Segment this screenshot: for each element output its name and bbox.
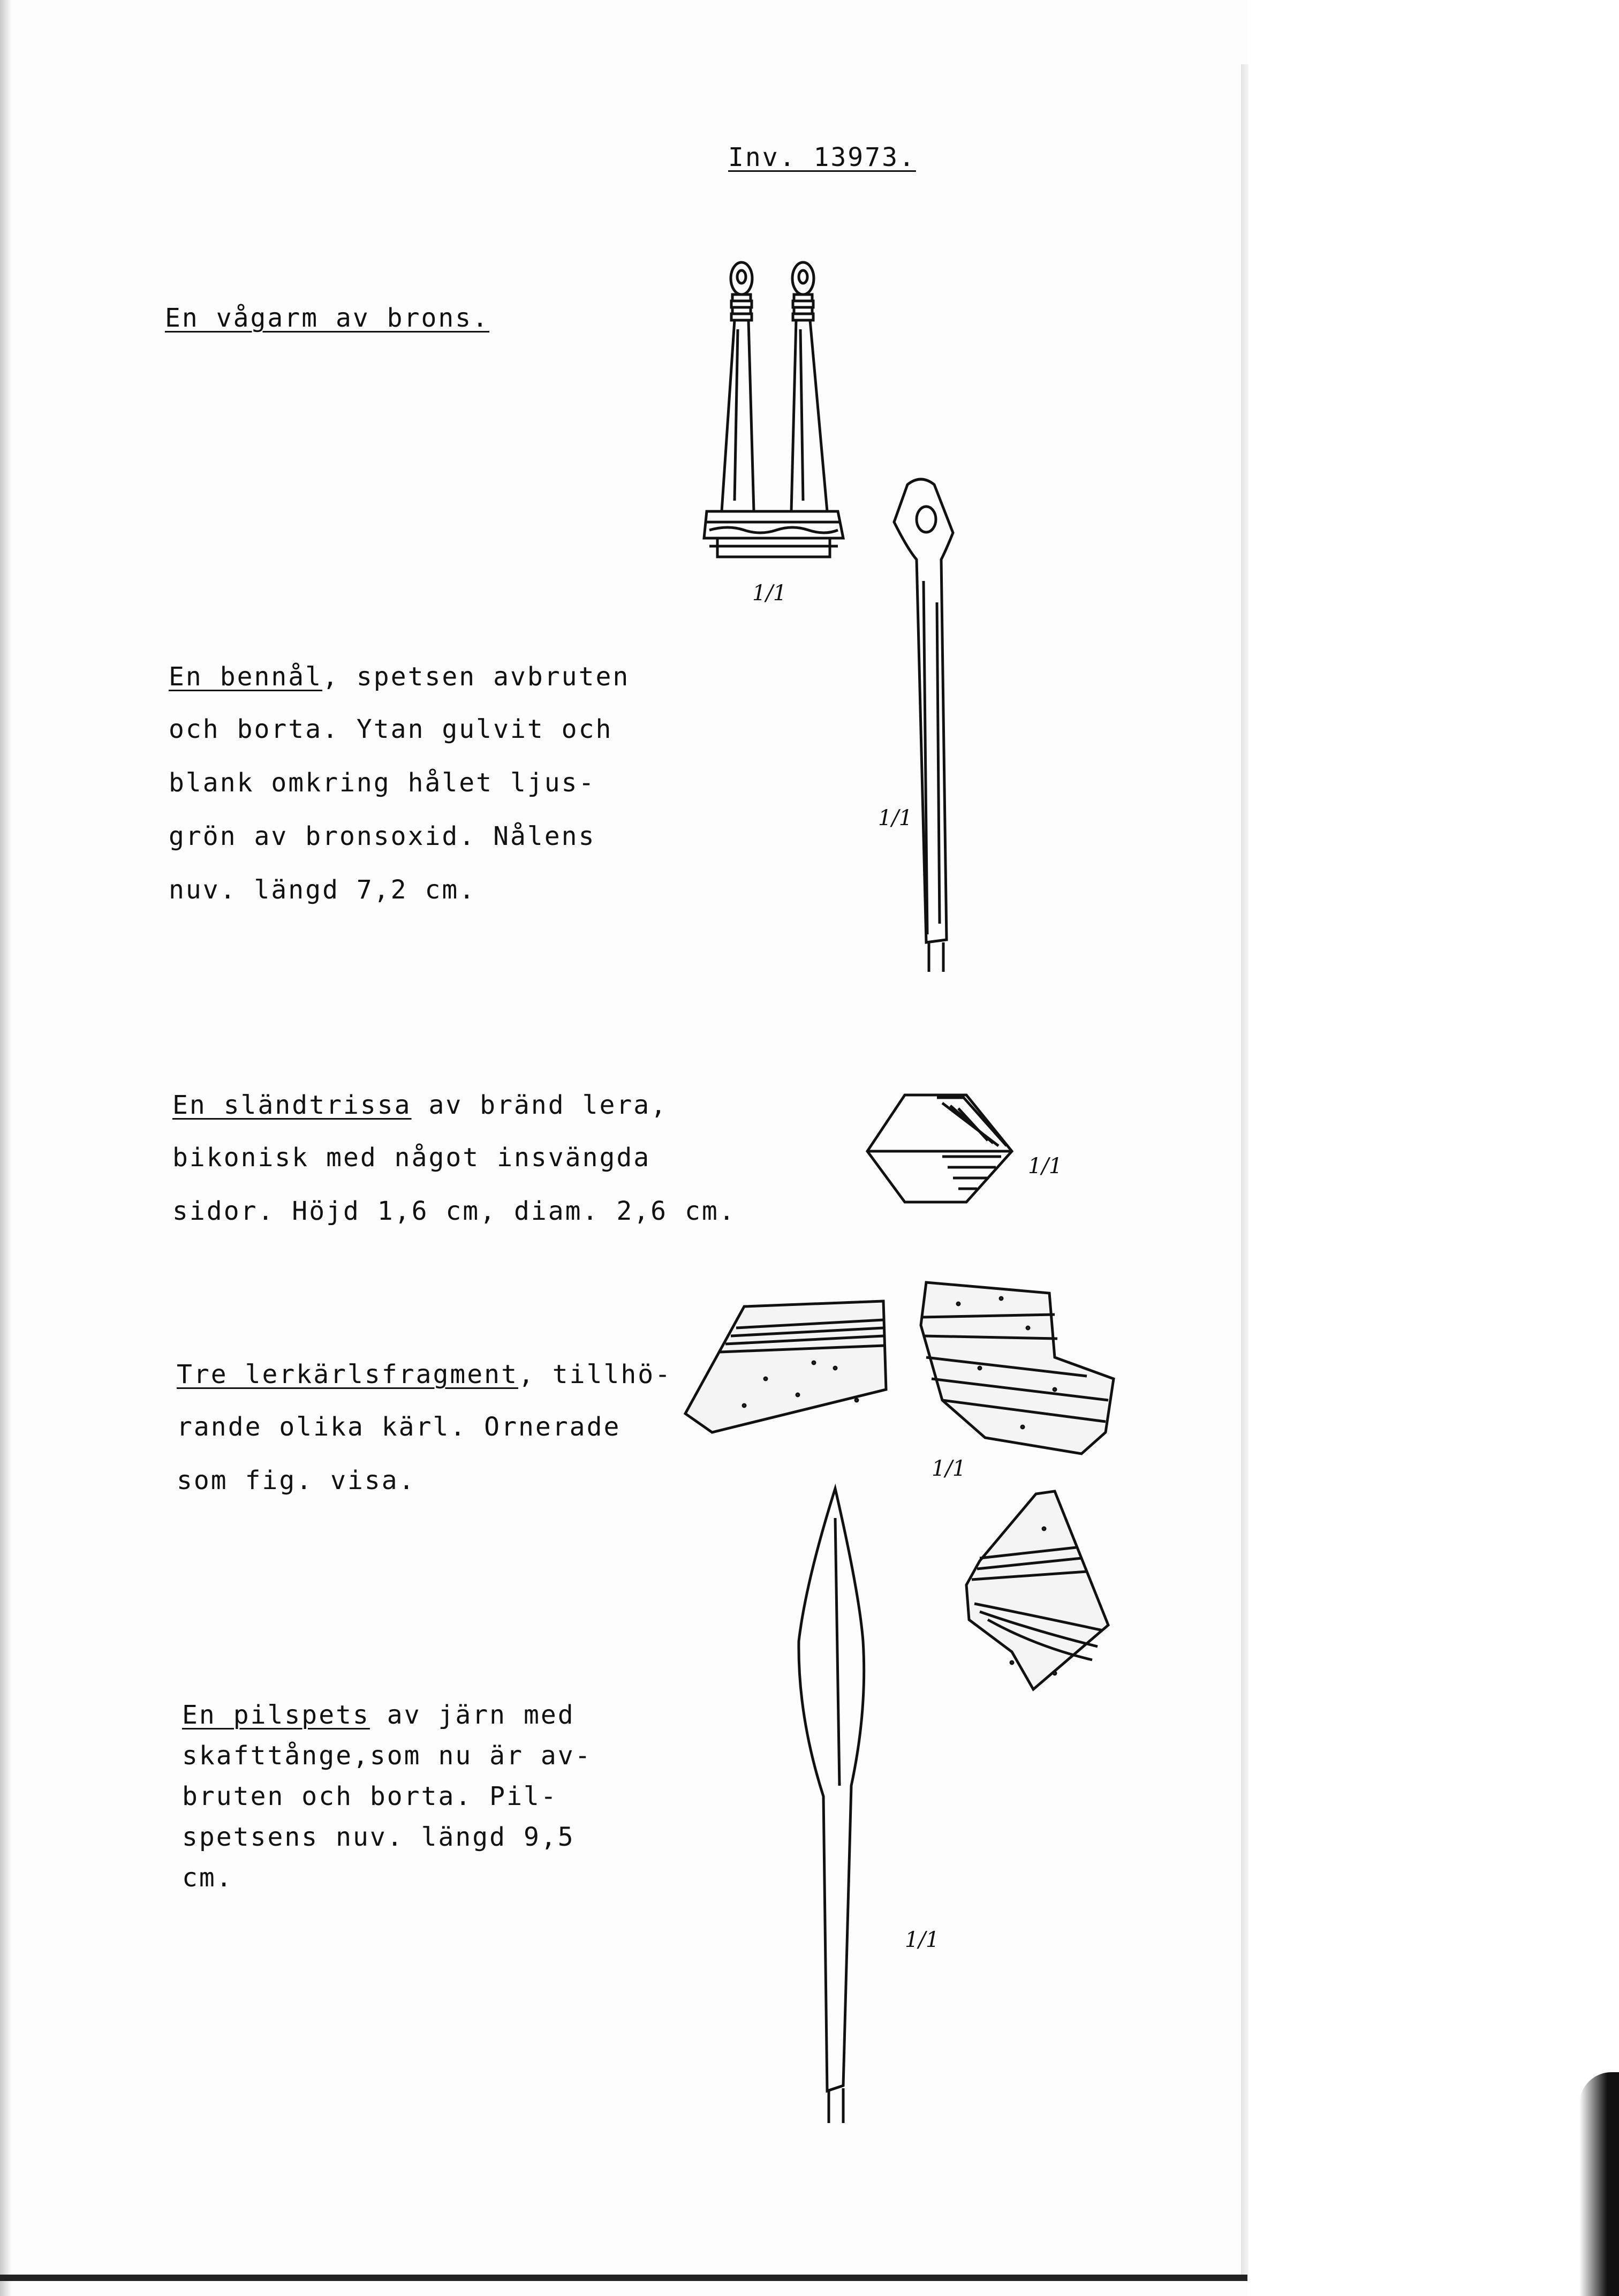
bone-needle-title: En bennål bbox=[169, 662, 323, 692]
page-edge-right bbox=[1241, 64, 1249, 2276]
bone-needle-line-1: En bennål, spetsen avbruten bbox=[169, 662, 630, 692]
scale-arm-drawing bbox=[696, 254, 857, 576]
page-shadow-left bbox=[0, 0, 12, 2296]
spindle-whorl-drawing bbox=[862, 1092, 1023, 1210]
pottery-line-1: Tre lerkärlsfragment, tillhö- bbox=[177, 1360, 672, 1389]
entry-scale-arm-title: En vågarm av brons. bbox=[165, 303, 490, 333]
bone-needle-drawing bbox=[883, 474, 980, 983]
arrowhead-line-2: skafttånge,som nu är av- bbox=[182, 1741, 592, 1771]
bone-needle-line-4: grön av bronsoxid. Nålens bbox=[169, 821, 596, 851]
page-edge-bottom bbox=[0, 2275, 1247, 2281]
pottery-title: Tre lerkärlsfragment bbox=[177, 1360, 518, 1389]
bone-needle-line-2: och borta. Ytan gulvit och bbox=[169, 714, 613, 744]
bone-needle-scale: 1/1 bbox=[878, 806, 913, 830]
arrowhead-line-3: bruten och borta. Pil- bbox=[182, 1781, 558, 1811]
arrowhead-line-1: En pilspets av järn med bbox=[182, 1700, 575, 1730]
binding-shadow bbox=[1579, 2072, 1619, 2296]
pottery-fragments-drawing bbox=[680, 1277, 1130, 1695]
spindle-whorl-line-3: sidor. Höjd 1,6 cm, diam. 2,6 cm. bbox=[172, 1196, 736, 1226]
spindle-whorl-title: En sländtrissa bbox=[172, 1090, 412, 1120]
bone-needle-line-5: nuv. längd 7,2 cm. bbox=[169, 875, 476, 905]
arrowhead-line-5: cm. bbox=[182, 1863, 233, 1893]
arrowhead-title: En pilspets bbox=[182, 1700, 370, 1730]
arrowhead-scale: 1/1 bbox=[905, 1928, 940, 1952]
scale-arm-scale: 1/1 bbox=[752, 581, 787, 606]
spindle-whorl-scale: 1/1 bbox=[1028, 1154, 1063, 1179]
pottery-line-2: rande olika kärl. Ornerade bbox=[177, 1412, 621, 1442]
spindle-whorl-line-1: En sländtrissa av bränd lera, bbox=[172, 1090, 668, 1120]
spindle-whorl-line-2: bikonisk med något insvängda bbox=[172, 1143, 651, 1173]
pottery-line-3: som fig. visa. bbox=[177, 1466, 416, 1496]
background-strip bbox=[1249, 0, 1619, 2296]
arrowhead-drawing bbox=[776, 1486, 894, 2128]
inventory-number: Inv. 13973. bbox=[728, 142, 916, 172]
bone-needle-line-3: blank omkring hålet ljus- bbox=[169, 768, 596, 798]
arrowhead-line-4: spetsens nuv. längd 9,5 bbox=[182, 1822, 575, 1852]
pottery-scale: 1/1 bbox=[932, 1456, 966, 1481]
